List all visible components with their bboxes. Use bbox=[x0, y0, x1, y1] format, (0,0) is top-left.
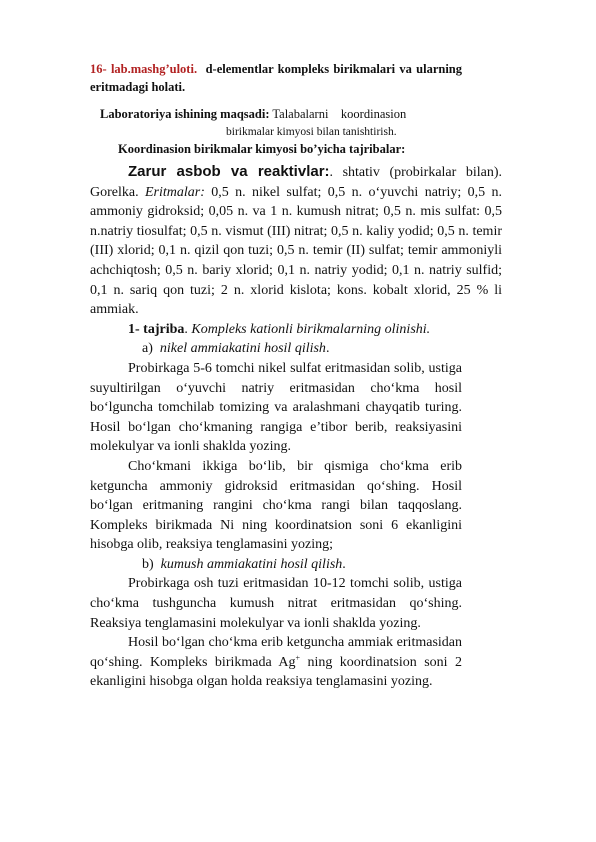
equipment-paragraph bbox=[90, 162, 502, 320]
equipment-label: Zarur asbob va reaktivlar: bbox=[128, 163, 330, 180]
subsection-b-marker: b) bbox=[142, 556, 154, 572]
subsection-a-marker: a) bbox=[142, 341, 153, 357]
aim-text-1: Talabalarni koordinasion bbox=[272, 107, 407, 121]
aim-text-2: birikmalar kimyosi bilan tanishtirish. bbox=[226, 126, 397, 138]
document-body bbox=[90, 162, 502, 692]
experiment-1-heading: 1- tajriba. Kompleks kationli birikmalarning olinishi. bbox=[128, 321, 431, 337]
aim-label: Laboratoriya ishining maqsadi: bbox=[100, 107, 270, 121]
lab-label: lab.mashg’uloti. bbox=[110, 62, 198, 76]
experiment-1-title: Kompleks kationli birikmalarning olinishi. bbox=[191, 321, 431, 337]
paragraph-1: Probirkaga 5-6 tomchi nikel sulfat eritmasidan solib, ustiga suyultirilgan o‘yuvchi natriy eritmasidan cho‘kma hosil bo‘lguncha tomchilab tomizing va aralashmani chayqatib turing. Hosil bo‘lgan cho‘kmaning rangiga e’tibor berib, reaksiyasini molekulyar va ionli shaklda yozing. bbox=[90, 360, 462, 455]
solutions-label: Eritmalar: bbox=[144, 184, 205, 200]
paragraph-4-part-2: ning koordinatsion soni 2 ekanligini hisobga olgan holda reaksiya tenglamasini yozing. bbox=[90, 654, 462, 690]
lab-title bbox=[90, 60, 462, 96]
paragraph-4-part-1: Hosil bo‘lgan cho‘kma erib ketguncha ammiak eritmasidan qo‘shing. Kompleks birikmada Ag bbox=[90, 635, 462, 670]
paragraph-4 bbox=[90, 633, 462, 692]
subsection-b-title: kumush ammiakatini hosil qilish bbox=[160, 556, 343, 572]
subsection-a-title: nikel ammiakatini hosil qilish bbox=[159, 341, 326, 357]
subsection-a-heading: a) nikel ammiakatini hosil qilish. bbox=[142, 341, 330, 357]
section-subheading: Koordinasion birikmalar kimyosi bo’yicha tajribalar: bbox=[118, 142, 406, 156]
experiment-1-label: 1- tajriba bbox=[128, 321, 185, 337]
lab-aim bbox=[100, 105, 480, 141]
equipment-intro: . shtativ (probirkalar bilan). Gorelka. bbox=[90, 165, 502, 200]
solutions-list: 0,5 n. nikel sulfat; 0,5 n. o‘yuvchi natriy; 0,5 n. ammoniy gidroksid; 0,05 n. va 1 n. kumush nitrat; 0,5 n. mis sulfat: 0,5 n.natriy tiosulfat; 0,5 n. vismut (III) nitrat; 0,5 n. kaliy yodid; 0,5 n. temir (III) xlorid; 0,1 n. qizil qon tuzi; 0,5 n. temir (II) sulfat; temir ammoniyli achchiqtosh; 0,5 n. bariy xlorid; 0,1 n. natriy yodid; 0,1 n. natriy sulfid; 0,1 n. sariq qon tuzi; 2 n. xlorid kislota; kons. kobalt xlorid, 25 % li ammiak. bbox=[90, 184, 503, 318]
paragraph-2: Cho‘kmani ikkiga bo‘lib, bir qismiga cho‘kma erib ketguncha ammoniy gidroksid eritmasidan qo‘shing. Hosil bo‘lgan eritmaning rangini cho‘kma rangi bilan taqqoslang. Kompleks birikmada Ni ning koordinatsion soni 6 ekanligini hisobga olib, reaksiya tenglamasini yozing; bbox=[90, 458, 462, 553]
paragraph-3: Probirkaga osh tuzi eritmasidan 10-12 tomchi solib, ustiga cho‘kma tushguncha kumush nitrat eritmasidan qo‘shing. Reaksiya tenglamasini molekulyar va ionli shaklda yozing. bbox=[90, 576, 462, 631]
lab-topic: d-elementlar kompleks birikmalari va ularning eritmadagi holati. bbox=[90, 62, 463, 94]
subsection-b-heading: b) kumush ammiakatini hosil qilish. bbox=[142, 556, 346, 572]
lab-number: 16- bbox=[90, 62, 107, 76]
silver-ion-charge: + bbox=[295, 653, 300, 663]
